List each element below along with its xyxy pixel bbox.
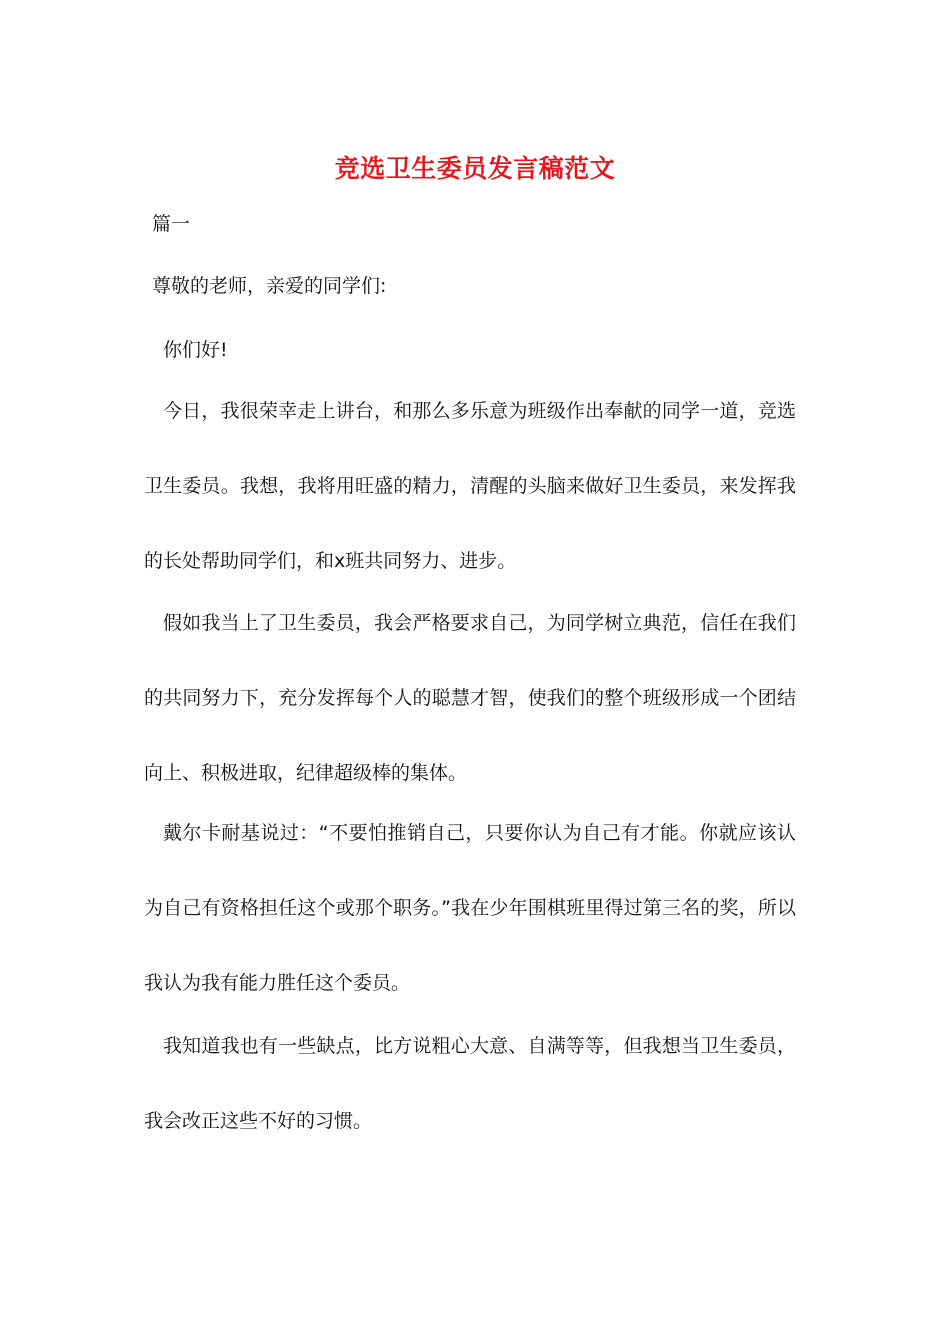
section-label: 篇一 [152,213,191,235]
salutation: 尊敬的老师，亲爱的同学们: [152,275,387,297]
greeting: 你们好! [163,339,228,361]
document-title: 竞选卫生委员发言稿范文 [334,154,616,183]
paragraph-4: 我知道我也有一些缺点，比方说粗心大意、自满等等，但我想当卫生委员，我会改正这些不好的习惯。 [144,1035,796,1132]
paragraph-2: 假如我当上了卫生委员，我会严格要求自己，为同学树立典范，信任在我们的共同努力下，充分发挥每个人的聪慧才智，使我们的整个班级形成一个团结向上、积极进取，纪律超级棒的集体。 [144,612,796,784]
paragraph-3: 戴尔卡耐基说过：“不要怕推销自己，只要你认为自己有才能。你就应该认为自己有资格担任这个或那个职务。”我在少年围棋班里得过第三名的奖，所以我认为我有能力胜任这个委员。 [144,822,796,994]
paragraph-1: 今日，我很荣幸走上讲台，和那么多乐意为班级作出奉献的同学一道，竞选卫生委员。我想，我将用旺盛的精力，清醒的头脑来做好卫生委员，来发挥我的长处帮助同学们，和x班共同努力、进步。 [144,400,796,572]
